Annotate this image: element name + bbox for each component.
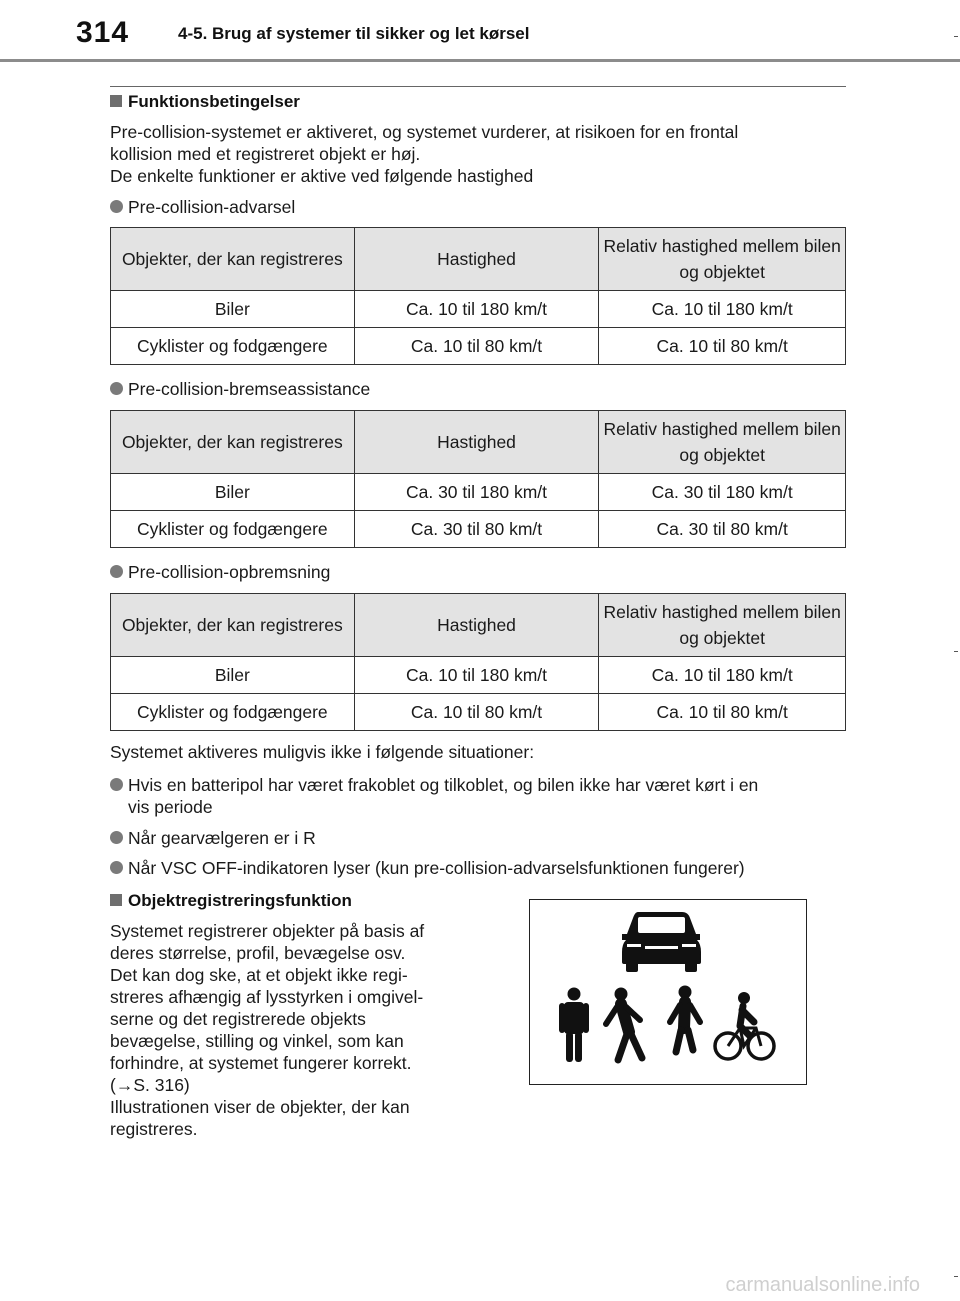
crop-mark bbox=[954, 651, 958, 652]
round-bullet-icon bbox=[110, 565, 123, 578]
cyclist-icon bbox=[715, 992, 774, 1059]
situation-item: Hvis en batteripol har været frakoblet og tilkoblet, og bilen ikke har været kørt i en vis periode bbox=[110, 774, 846, 818]
pedestrian-walking-icon bbox=[606, 988, 642, 1061]
page-number: 314 bbox=[76, 16, 130, 49]
table-header-relative-speed: Relativ hastighed mellem bilen og objektet bbox=[599, 228, 846, 291]
round-bullet-icon bbox=[110, 831, 123, 844]
section-rule bbox=[110, 86, 846, 87]
table-row: Biler Ca. 10 til 180 km/t Ca. 10 til 180 km/t bbox=[111, 657, 846, 694]
table-header-objects: Objekter, der kan registreres bbox=[111, 594, 355, 657]
situations-intro: Systemet aktiveres muligvis ikke i følgende situationer: bbox=[110, 742, 535, 762]
header-rule bbox=[0, 59, 960, 62]
functions-heading: Funktionsbetingelser bbox=[110, 92, 300, 112]
table-header-speed: Hastighed bbox=[354, 228, 599, 291]
speed-table-brake-assist bbox=[110, 410, 846, 548]
object-detection-heading: Objektregistreringsfunktion bbox=[110, 891, 352, 911]
table-header-objects: Objekter, der kan registreres bbox=[111, 228, 355, 291]
square-bullet-icon bbox=[110, 95, 122, 107]
table-header-relative-speed: Relativ hastighed mellem bilen og objektet bbox=[599, 594, 846, 657]
crop-mark bbox=[954, 1276, 958, 1277]
speed-table-warning bbox=[110, 227, 846, 365]
page-reference[interactable]: (→S. 316) bbox=[110, 1075, 190, 1095]
square-bullet-icon bbox=[110, 894, 122, 906]
object-detection-text: Systemet registrerer objekter på basis af deres størrelse, profil, bevægelse osv. Det kan dog ske, at et objekt ikke regi- streres afhængig af lysstyrken i omgivel- serne og det registrerede objekts bevægelse, stilling og vinkel, som kan forhindre, at systemet fungerer korrekt. (→S. 316) Illustrationen viser de objekter, der kan registreres. bbox=[110, 920, 510, 1140]
arrow-right-icon: → bbox=[115, 1075, 134, 1095]
speed-table-braking bbox=[110, 593, 846, 731]
situation-item: Når VSC OFF-indikatoren lyser (kun pre-collision-advarselsfunktionen fungerer) bbox=[110, 857, 745, 879]
situation-item: Når gearvælgeren er i R bbox=[110, 827, 316, 849]
table-row: Cyklister og fodgængere Ca. 10 til 80 km/t Ca. 10 til 80 km/t bbox=[111, 694, 846, 731]
table-header-speed: Hastighed bbox=[354, 594, 599, 657]
round-bullet-icon bbox=[110, 861, 123, 874]
pedestrian-standing-icon bbox=[559, 988, 589, 1063]
watermark: carmanualsonline.info bbox=[725, 1274, 920, 1296]
page-header bbox=[0, 0, 960, 64]
functions-intro: Pre-collision-systemet er aktiveret, og systemet vurderer, at risikoen for en frontal kollision med et registreret objekt er høj. De enkelte funktioner er aktive ved følgende hastighed bbox=[110, 122, 739, 186]
round-bullet-icon bbox=[110, 778, 123, 791]
table-row: Cyklister og fodgængere Ca. 30 til 80 km/t Ca. 30 til 80 km/t bbox=[111, 511, 846, 548]
section-title: 4-5. Brug af systemer til sikker og let kørsel bbox=[178, 24, 530, 43]
table-header-objects: Objekter, der kan registreres bbox=[111, 411, 355, 474]
table-header-relative-speed: Relativ hastighed mellem bilen og objektet bbox=[599, 411, 846, 474]
round-bullet-icon bbox=[110, 382, 123, 395]
table-row: Biler Ca. 30 til 180 km/t Ca. 30 til 180 km/t bbox=[111, 474, 846, 511]
pedestrian-running-icon bbox=[670, 986, 700, 1053]
detectable-objects-illustration bbox=[529, 899, 807, 1085]
crop-mark bbox=[954, 36, 958, 37]
bullet-pre-collision-warning: Pre-collision-advarsel bbox=[110, 196, 295, 218]
table-row: Cyklister og fodgængere Ca. 10 til 80 km/t Ca. 10 til 80 km/t bbox=[111, 328, 846, 365]
car-icon bbox=[622, 912, 701, 972]
round-bullet-icon bbox=[110, 200, 123, 213]
table-header-speed: Hastighed bbox=[354, 411, 599, 474]
bullet-pre-collision-brake-assist: Pre-collision-bremseassistance bbox=[110, 378, 370, 400]
bullet-pre-collision-braking: Pre-collision-opbremsning bbox=[110, 561, 330, 583]
table-row: Biler Ca. 10 til 180 km/t Ca. 10 til 180 km/t bbox=[111, 291, 846, 328]
